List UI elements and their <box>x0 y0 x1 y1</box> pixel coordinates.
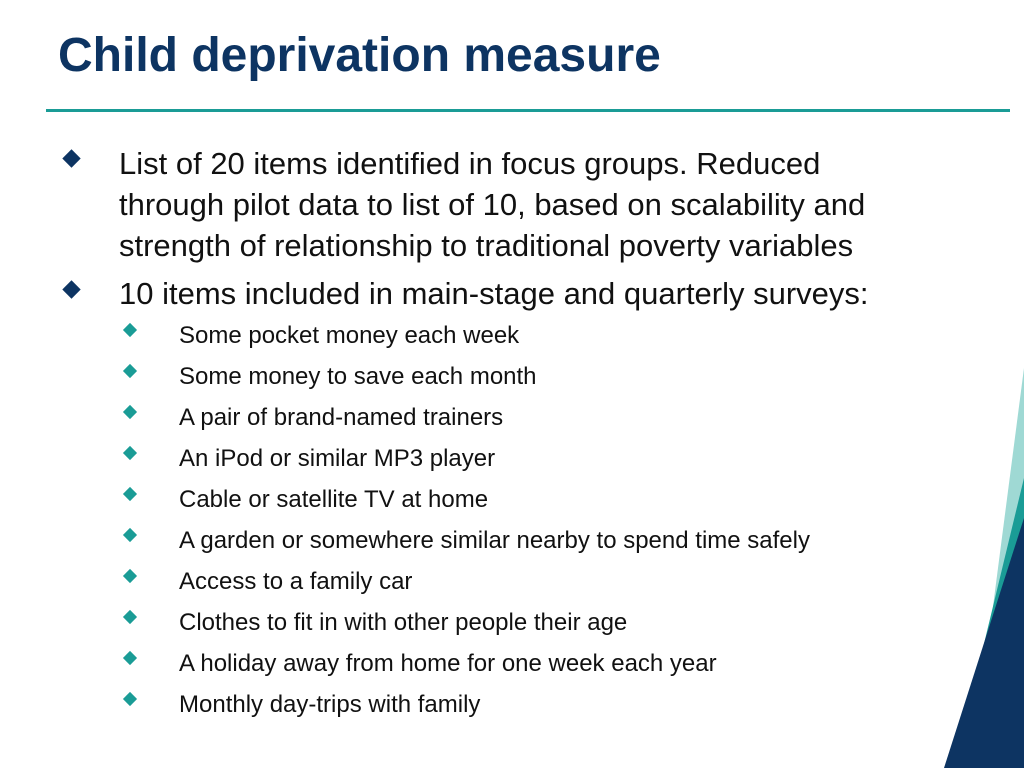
bullet-line: List of 20 items identified in focus groups. Reduced <box>119 146 821 181</box>
sub-item: Clothes to fit in with other people their age <box>179 609 628 636</box>
sub-item: A pair of brand-named trainers <box>179 404 504 431</box>
sub-item: An iPod or similar MP3 player <box>179 445 496 472</box>
bullet-line: through pilot data to list of 10, based on scalability and <box>119 187 866 222</box>
diamond-icon <box>123 405 137 419</box>
sub-item: Access to a family car <box>179 568 413 595</box>
diamond-icon <box>62 149 80 167</box>
bullet-item <box>119 273 869 314</box>
bullet-line: strength of relationship to traditional poverty variables <box>119 228 854 263</box>
sub-item: Cable or satellite TV at home <box>179 486 489 513</box>
corner-decoration <box>944 368 1024 768</box>
diamond-icon <box>123 651 137 665</box>
sub-item: Some money to save each month <box>179 363 537 390</box>
sub-item: Some pocket money each week <box>179 322 520 349</box>
bullet-item <box>119 143 865 266</box>
diamond-icon <box>123 610 137 624</box>
diamond-icon <box>123 323 137 337</box>
diamond-icon <box>123 692 137 706</box>
sub-item: A holiday away from home for one week each year <box>179 650 717 677</box>
diamond-icon <box>123 446 137 460</box>
diamond-icon <box>123 487 137 501</box>
diamond-icon <box>62 280 80 298</box>
title-divider <box>46 109 1010 112</box>
deco-dark-shape <box>944 518 1024 768</box>
bullet-line: 10 items included in main-stage and quarterly surveys: <box>119 276 869 311</box>
slide-title: Child deprivation measure <box>58 29 661 82</box>
diamond-icon <box>123 364 137 378</box>
diamond-icon <box>123 569 137 583</box>
diamond-icon <box>123 528 137 542</box>
sub-item: Monthly day-trips with family <box>179 691 481 718</box>
sub-item: A garden or somewhere similar nearby to spend time safely <box>179 527 810 554</box>
